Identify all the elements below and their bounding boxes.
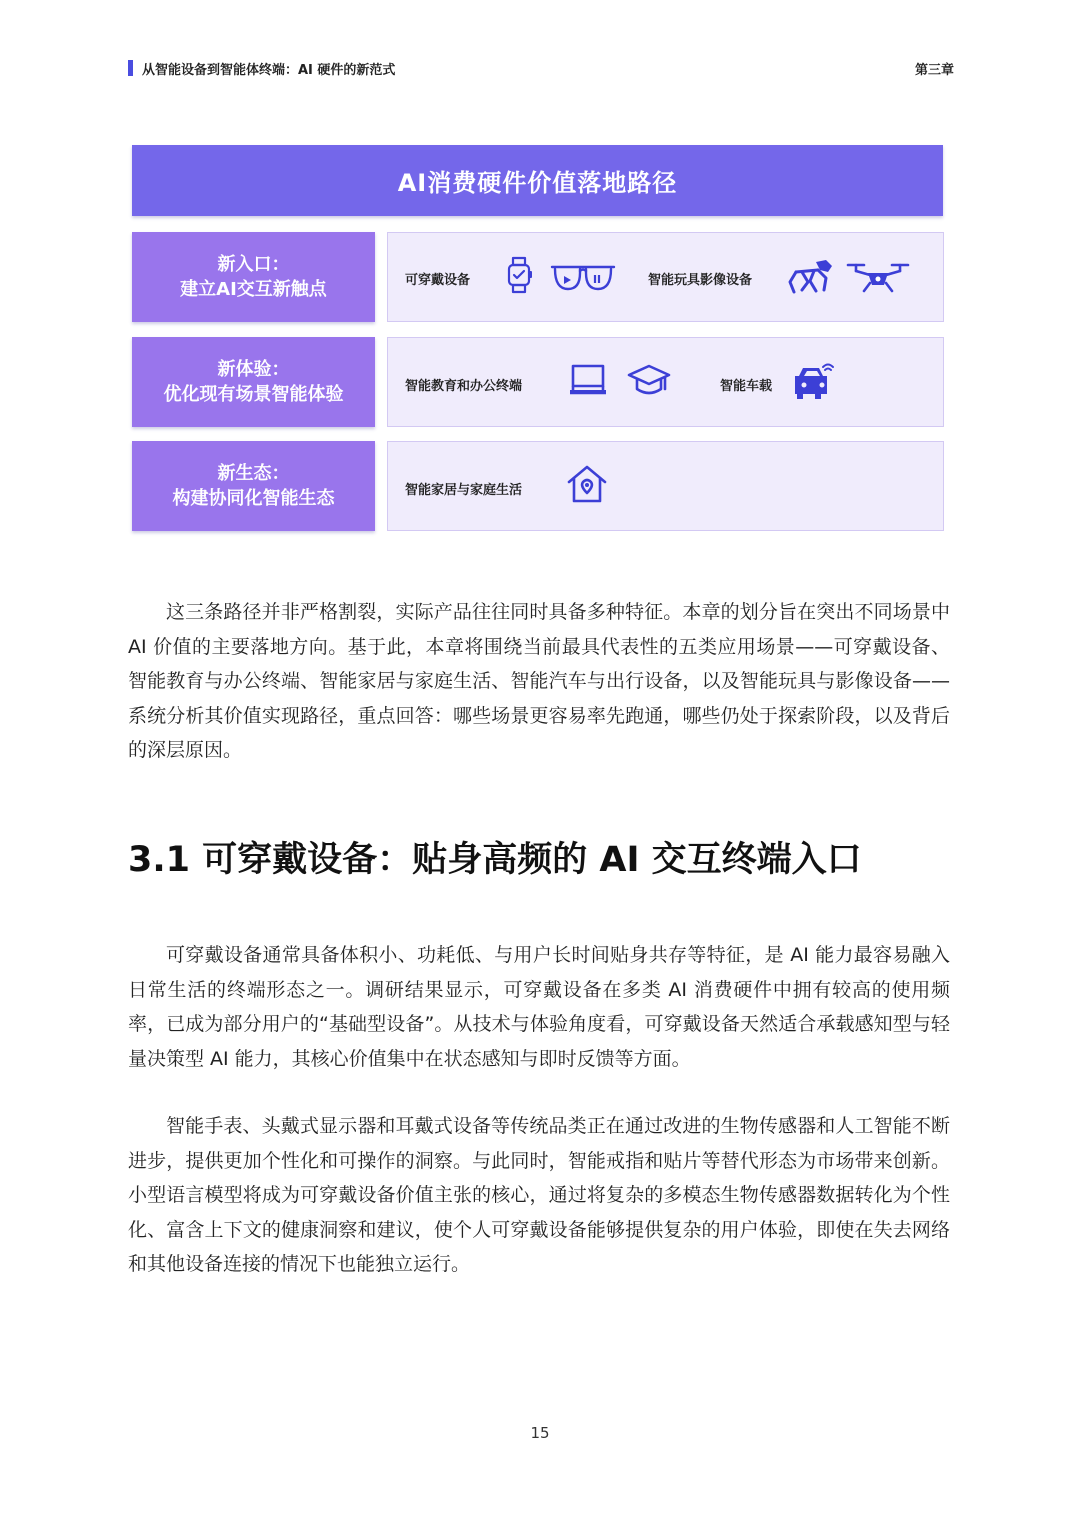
diagram-title: AI消费硬件价值落地路径 — [132, 145, 943, 216]
row-content — [387, 441, 944, 531]
row-label-line2: 构建协同化智能生态 — [172, 488, 335, 509]
smartwatch-icon — [505, 255, 533, 299]
item-label-toys-imaging: 智能玩具影像设备 — [648, 273, 753, 288]
row-label — [132, 232, 375, 322]
section-title: 3.1 可穿戴设备：贴身高频的 AI 交互终端入口 — [128, 840, 862, 880]
paragraph-text: 智能手表、头戴式显示器和耳戴式设备等传统品类正在通过改进的生物传感器和人工智能不断进步，提供更加个性化和可操作的洞察。与此同时，智能戒指和贴片等替代形态为市场带来创新。小型语言模型将成为可穿戴设备价值主张的核心，通过将复杂的多模态生物传感器数据转化为个性化、富含上下文的健康洞察和建议，使个人可穿戴设备能够提供复杂的用户体验，即使在失去网络和其他设备连接的情况下也能独立运行。 — [128, 1115, 950, 1275]
header-title: 从智能设备到智能体终端：AI 硬件的新范式 — [142, 63, 396, 78]
robot-dog-icon — [786, 258, 836, 302]
header-chapter: 第三章 — [914, 63, 954, 78]
row-label — [132, 441, 375, 531]
header-accent-bar — [128, 60, 133, 76]
row-label-line1: 新体验： — [217, 359, 290, 380]
row-label-line2: 优化现有场景智能体验 — [163, 384, 344, 405]
graduation-cap-icon — [626, 362, 672, 404]
smart-home-icon — [566, 463, 608, 509]
diagram-row-new-experience — [132, 337, 944, 427]
row-label-line2: 建立AI交互新触点 — [180, 279, 327, 300]
row-label-line1: 新入口： — [217, 254, 290, 275]
diagram-row-new-ecosystem — [132, 441, 944, 531]
item-label-wearables: 可穿戴设备 — [405, 273, 471, 288]
diagram-row-new-entry — [132, 232, 944, 322]
page-header — [128, 58, 954, 80]
item-label-smart-home: 智能家居与家庭生活 — [405, 483, 523, 498]
section-paragraph-1 — [128, 938, 950, 1076]
laptop-icon — [568, 360, 608, 404]
item-label-smart-car: 智能车载 — [720, 379, 773, 394]
smart-glasses-icon — [550, 261, 616, 299]
value-path-diagram — [132, 145, 944, 533]
intro-paragraph — [128, 595, 950, 768]
paragraph-text: 可穿戴设备通常具备体积小、功耗低、与用户长时间贴身共存等特征，是 AI 能力最容易融入日常生活的终端形态之一。调研结果显示，可穿戴设备在多类 AI 消费硬件中拥有较高的使用频率，已成为部分用户的“基础型设备”。从技术与体验角度看，可穿戴设备天然适合承载感知型与轻量决策型 AI 能力，其核心价值集中在状态感知与即时反馈等方面。 — [128, 944, 950, 1070]
section-paragraph-2 — [128, 1109, 950, 1282]
row-content — [387, 232, 944, 322]
item-label-education-office: 智能教育和办公终端 — [405, 379, 523, 394]
row-content — [387, 337, 944, 427]
drone-icon — [846, 261, 910, 299]
smart-car-icon — [791, 362, 835, 406]
row-label-line1: 新生态： — [217, 463, 290, 484]
row-label — [132, 337, 375, 427]
page-number: 15 — [530, 1424, 550, 1442]
paragraph-text: 这三条路径并非严格割裂，实际产品往往同时具备多种特征。本章的划分旨在突出不同场景中 AI 价值的主要落地方向。基于此，本章将围绕当前最具代表性的五类应用场景——可穿戴设备、智能教育与办公终端、智能家居与家庭生活、智能汽车与出行设备，以及智能玩具与影像设备——系统分析其价值实现路径，重点回答：哪些场景更容易率先跑通，哪些仍处于探索阶段，以及背后的深层原因。 — [128, 601, 950, 761]
